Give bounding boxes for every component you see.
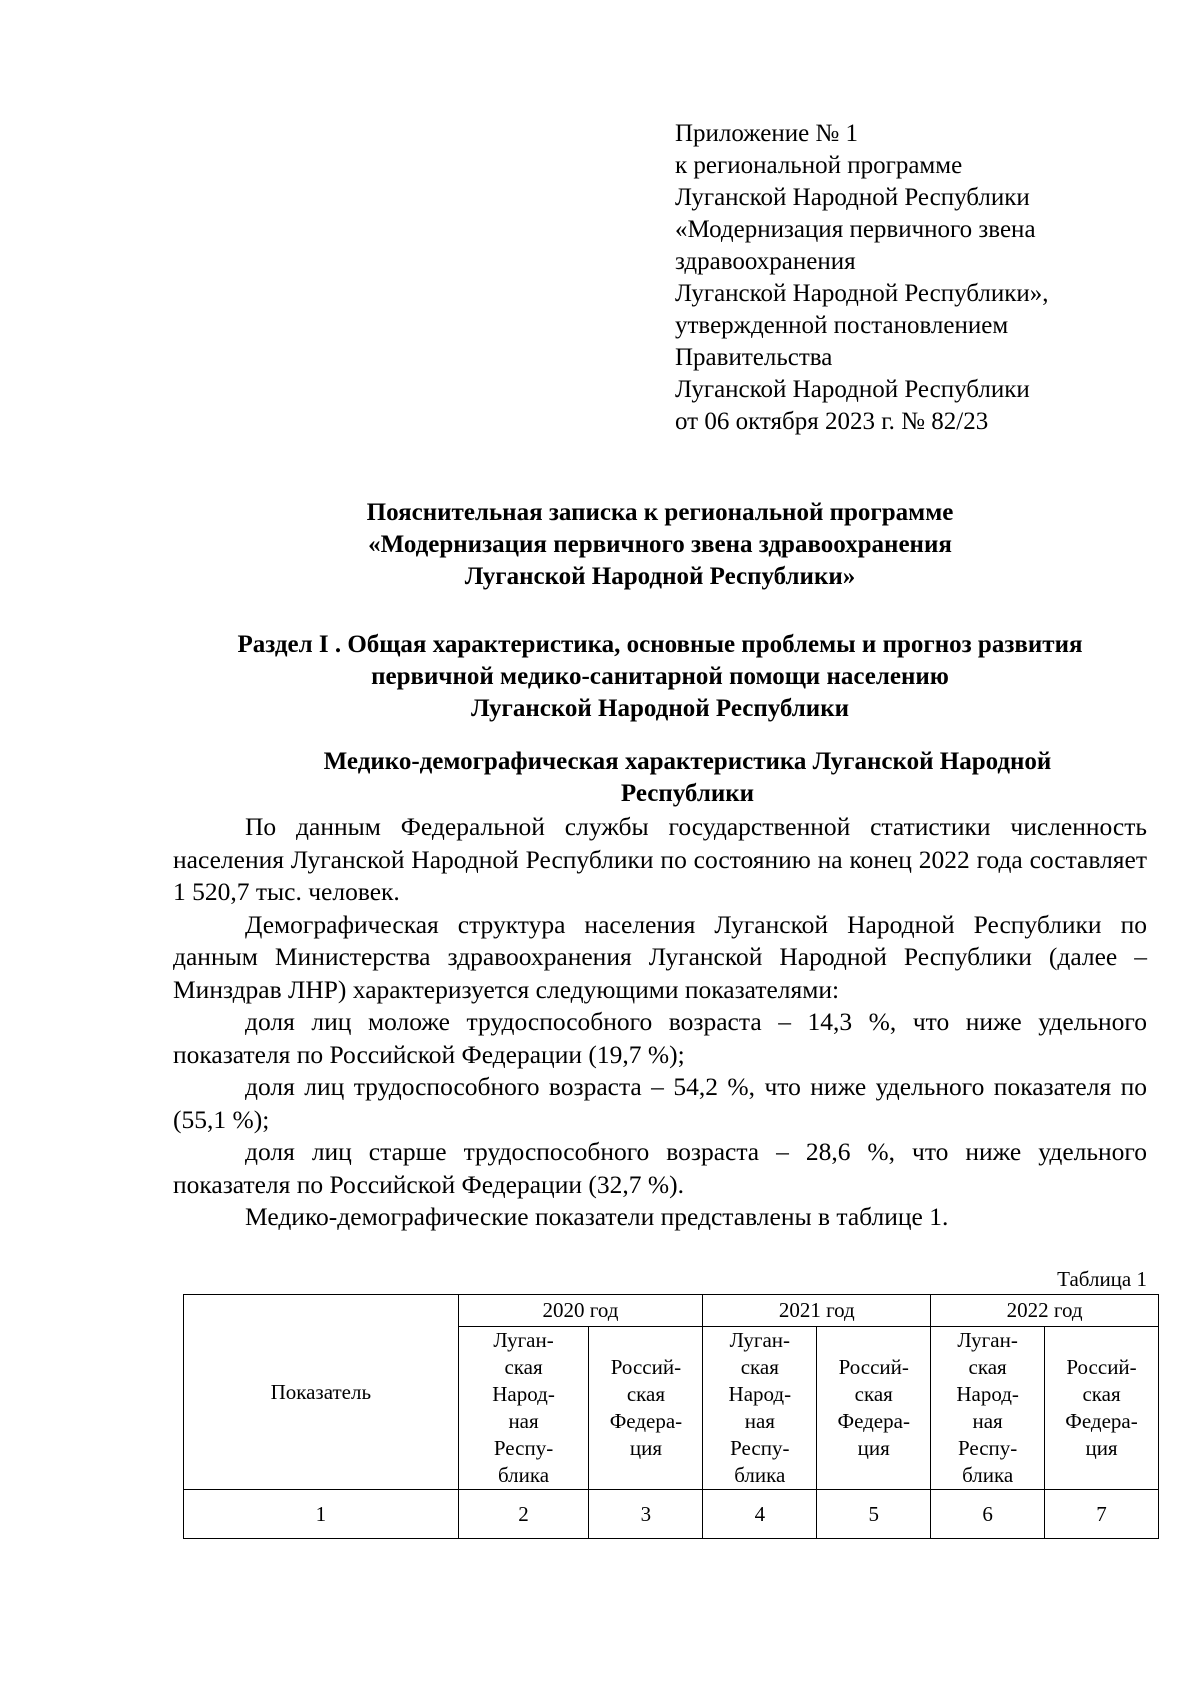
header-line: блика [498,1463,550,1487]
subsection-heading [155,746,1200,810]
column-number: 5 [817,1490,931,1539]
header-line: ная [744,1409,775,1433]
indicator-header: Показатель [184,1295,459,1490]
header-line: Федера- [1065,1409,1138,1433]
annex-line: Правительства [675,344,833,371]
table-header-years-row [184,1295,1159,1327]
header-line: ская [968,1355,1007,1379]
table-caption: Таблица 1 [1057,1267,1147,1291]
annex-line: здравоохранения [675,248,856,275]
annex-line: «Модернизация первичного звена [675,216,1036,243]
header-line: Россий- [838,1355,909,1379]
header-line: ская [740,1355,779,1379]
header-line: ская [626,1382,666,1406]
paragraph: доля лиц трудоспособного возраста – 54,2 %, что ниже удельного показателя по (55,1 %); [173,1072,1147,1134]
title-line: Пояснительная записка к региональной программе [366,499,954,526]
column-number: 7 [1045,1490,1159,1539]
lnr-header [931,1327,1045,1490]
annex-line: Луганской Народной Республики [675,376,1030,403]
document-title [120,497,1200,593]
column-number: 4 [703,1490,817,1539]
header-line: Народ- [492,1382,555,1406]
body-text [173,811,1147,1234]
header-line: ная [972,1409,1003,1433]
header-line: ция [857,1436,890,1460]
section-line: Раздел I . Общая характеристика, основные проблемы и прогноз развития [237,631,1083,658]
header-line: блика [962,1463,1014,1487]
year-header: 2021 год [703,1295,931,1327]
header-line: ная [508,1409,539,1433]
header-line: Федера- [609,1409,683,1433]
column-number: 3 [589,1490,703,1539]
column-number: 1 [184,1490,459,1539]
subsection-line: Медико-демографическая характеристика Луганской Народной [323,748,1052,775]
annex-line: к региональной программе [675,152,963,179]
header-line: Россий- [610,1355,682,1379]
section-heading [120,629,1200,725]
header-line: Респу- [730,1436,790,1460]
annex-line: Луганской Народной Республики [675,184,1030,211]
header-line: ская [504,1355,543,1379]
column-number: 6 [931,1490,1045,1539]
header-line: ская [854,1382,893,1406]
header-line: ция [629,1436,662,1460]
annex-block [675,118,1049,438]
paragraph: доля лиц старше трудоспособного возраста – 28,6 %, что ниже удельного показателя по Российской Федерации (32,7 %). [173,1137,1147,1199]
annex-line: утвержденной постановлением [675,312,1009,339]
rf-header [1045,1327,1159,1490]
column-number: 2 [458,1490,589,1539]
header-line: Луган- [957,1328,1018,1352]
year-header: 2020 год [458,1295,703,1327]
header-line: Россий- [1066,1355,1137,1379]
header-line: Респу- [493,1436,554,1460]
annex-line: Приложение № 1 [675,120,859,147]
header-line: Луган- [493,1328,554,1352]
lnr-header [458,1327,589,1490]
year-header: 2022 год [931,1295,1159,1327]
section-line: первичной медико-санитарной помощи населению [371,663,949,690]
annex-line: Луганской Народной Республики», [675,280,1049,307]
header-line: Народ- [956,1382,1019,1406]
column-numbers-row [184,1490,1159,1539]
rf-header [589,1327,703,1490]
paragraph: По данным Федеральной службы государственной статистики численность населения Луганской Народной Республики по состоянию на конец 2022 года составляет 1 520,7 тыс. человек. [173,812,1147,906]
rf-header [817,1327,931,1490]
paragraph: доля лиц моложе трудоспособного возраста – 14,3 %, что ниже удельного показателя по Российской Федерации (19,7 %); [173,1007,1147,1069]
paragraph: Медико-демографические показатели представлены в таблице 1. [245,1202,949,1231]
title-line: Луганской Народной Республики» [464,563,856,590]
header-line: Респу- [957,1436,1018,1460]
header-line: блика [734,1463,786,1487]
annex-line: от 06 октября 2023 г. № 82/23 [675,408,989,435]
lnr-header [703,1327,817,1490]
header-line: Луган- [729,1328,791,1352]
title-line: «Модернизация первичного звена здравоохранения [368,531,952,558]
indicators-table [183,1294,1159,1539]
section-line: Луганской Народной Республики [470,695,850,722]
header-line: ская [1082,1382,1121,1406]
header-line: Федера- [837,1409,910,1433]
header-line: Народ- [728,1382,792,1406]
header-line: ция [1085,1436,1118,1460]
subsection-line: Республики [620,780,755,807]
paragraph: Демографическая структура населения Луганской Народной Республики по данным Министерства здравоохранения Луганской Народной Республики (далее – Минздрав ЛНР) характеризуется следующими показателями: [173,909,1147,1004]
